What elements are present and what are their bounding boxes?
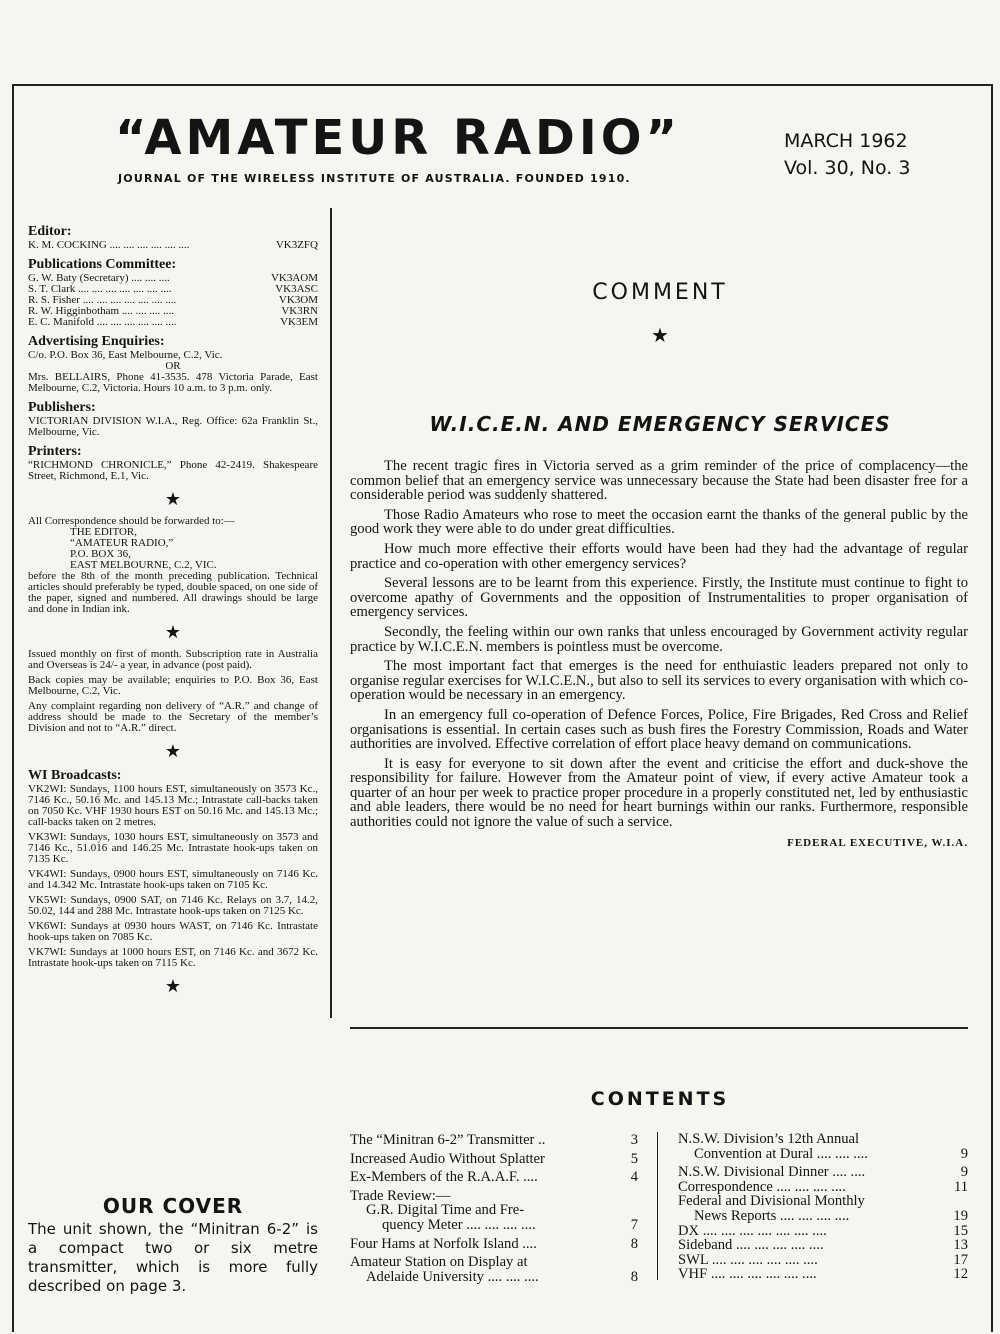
comment-star: ★ xyxy=(651,323,669,347)
committee-member xyxy=(28,295,318,306)
editor-row xyxy=(28,240,318,251)
masthead-sidebar xyxy=(28,218,318,1003)
advertising-line2: Mrs. BELLAIRS, Phone 41-3535. 478 Victoria Parade, East Melbourne, C.2, Victoria. Hours 10 a.m. to 3 p.m. only. xyxy=(28,371,318,394)
toc-title: Four Hams at Norfolk Island .... xyxy=(350,1235,537,1252)
editorial-signature: FEDERAL EXECUTIVE, W.I.A. xyxy=(787,836,968,849)
back-copies-info: Back copies may be available; enquiries to P.O. Box 36, East Melbourne, C.2, Vic. xyxy=(28,674,318,697)
toc-title-lead: Federal and Divisional Monthly xyxy=(678,1193,865,1210)
member-call: VK3AOM xyxy=(270,272,318,284)
toc-title: The “Minitran 6-2” Transmitter .. xyxy=(350,1132,546,1148)
editorial-paragraph: Secondly, the feeling within our own ranks that unless encouraged by Government activity regular practice by W.I.C.E.N. members is pointless must be overcome. xyxy=(350,623,968,655)
advertising-heading: Advertising Enquiries: xyxy=(28,334,165,349)
toc-page: 8 xyxy=(630,1235,638,1252)
correspondence-tail: before the 8th of the month preceding publication. Technical articles should preferably be typed, double spaced, on one side of the paper, signed and numbered. All drawings should be large and done in Indian ink. xyxy=(28,570,318,615)
column-divider xyxy=(330,208,332,1018)
toc-title: quency Meter .... .... .... .... xyxy=(382,1216,536,1233)
editorial-paragraph: It is easy for everyone to sit down after the event and criticise the effort and duck-shove the responsibility for failure. However from the Amateur point of view, if every active Amateur took a quarter of an hour per week to practice proper procedure in a properly constituted net, led by enthusiastic and able leaders, there would be no need for heart burnings within our ranks. Furthermore, responsible authorities could not ignore the value of such a service. xyxy=(350,755,968,831)
toc-page: 12 xyxy=(953,1266,968,1283)
star-separator: ★ xyxy=(164,976,182,996)
toc-title-lead: G.R. Digital Time and Fre- xyxy=(366,1202,525,1219)
editor-call: VK3ZFQ xyxy=(275,239,318,251)
toc-page: 8 xyxy=(630,1268,638,1285)
complaint-info: Any complaint regarding non delivery of “A.R.” and change of address should be made to the Secretary of the member’s Division and not to “A.R.” direct. xyxy=(28,700,318,734)
toc-entry[interactable] xyxy=(678,1165,968,1180)
printers-text: “RICHMOND CHRONICLE,” Phone 42-2419. Shakespeare Street, Richmond, E.1, Vic. xyxy=(28,459,318,482)
editorial-headline: W.I.C.E.N. AND EMERGENCY SERVICES xyxy=(429,412,891,436)
cover-title: OUR COVER xyxy=(102,1194,244,1218)
committee-member xyxy=(28,317,318,328)
broadcasts-heading: WI Broadcasts: xyxy=(28,768,122,783)
editorial-paragraph: In an emergency full co-operation of Defence Forces, Police, Fire Brigades, Red Cross and Relief organisations is essential. In certain cases such as bush fires the Forestry Commission, Roads and Water authorities are involved. Effective correlation of effort place heavy demand on communications. xyxy=(350,706,968,753)
toc-title: Ex-Members of the R.A.A.F. .... xyxy=(350,1169,538,1186)
toc-title: Convention at Dural .... .... .... xyxy=(694,1145,868,1162)
member-call: VK3RN xyxy=(281,305,318,317)
toc-title-lead: N.S.W. Division’s 12th Annual xyxy=(678,1131,860,1147)
member-name: R. S. Fisher .... .... .... .... .... .... .... xyxy=(28,295,177,306)
toc-entry[interactable] xyxy=(350,1170,638,1185)
toc-title-lead: Amateur Station on Display at xyxy=(350,1254,528,1271)
toc-group-label: Trade Review:— xyxy=(350,1187,451,1204)
toc-entry[interactable] xyxy=(350,1237,638,1252)
contents-divider xyxy=(657,1132,658,1280)
toc-entry[interactable] xyxy=(678,1209,968,1224)
toc-title: Increased Audio Without Splatter xyxy=(350,1150,545,1167)
correspondence-address-line: EAST MELBOURNE, C.2, VIC. xyxy=(70,559,217,571)
toc-page: 19 xyxy=(953,1207,968,1224)
advertising-or: OR xyxy=(165,360,181,372)
toc-entry[interactable] xyxy=(350,1133,638,1148)
broadcast-entry: VK2WI: Sundays, 1100 hours EST, simultaneously on 3573 Kc., 7146 Kc., 50.16 Mc. and 145.13 Mc.; Intrastate call-backs taken on 7050 Kc. VHF 1930 hours EST on 50.16 Mc. and 145.13 Mc.; call-backs taken on 2 metres. xyxy=(28,783,318,828)
editorial-paragraph: The recent tragic fires in Victoria served as a grim reminder of the price of complacency—the common belief that an emergency service was unnecessary because the State had been disaster free for a considerable period was suddenly shattered. xyxy=(350,458,968,504)
toc-title: Sideband .... .... .... .... .... xyxy=(678,1237,824,1254)
toc-page: 11 xyxy=(953,1178,968,1195)
toc-page: 9 xyxy=(960,1164,968,1181)
toc-title: N.S.W. Divisional Dinner .... .... xyxy=(678,1164,866,1181)
toc-title: Adelaide University .... .... .... xyxy=(366,1268,539,1285)
toc-entry[interactable] xyxy=(678,1180,968,1195)
toc-entry[interactable] xyxy=(678,1253,968,1268)
toc-entry[interactable] xyxy=(678,1267,968,1282)
star-separator: ★ xyxy=(164,741,182,761)
committee-heading: Publications Committee: xyxy=(28,257,177,272)
correspondence-address-line: “AMATEUR RADIO,” xyxy=(70,537,174,549)
editorial-paragraph: Those Radio Amateurs who rose to meet the occasion earnt the thanks of the general public by the good work they were able to do under great difficulties. xyxy=(350,506,968,538)
toc-page: 7 xyxy=(630,1216,638,1233)
toc-entry[interactable] xyxy=(678,1147,968,1162)
issue-volume: Vol. 30, No. 3 xyxy=(784,157,911,179)
member-name: S. T. Clark .... .... .... .... .... .... .... xyxy=(28,284,172,295)
correspondence-address-line: THE EDITOR, xyxy=(70,526,138,538)
toc-entry[interactable] xyxy=(678,1238,968,1253)
toc-title: Correspondence .... .... .... .... xyxy=(678,1178,846,1195)
contents-left-column xyxy=(350,1133,638,1288)
publishers-text: VICTORIAN DIVISION W.I.A., Reg. Office: 62a Franklin St., Melbourne, Vic. xyxy=(28,415,318,438)
advertising-line1: C/o. P.O. Box 36, East Melbourne, C.2, Vic. xyxy=(28,349,223,361)
contents-right-column xyxy=(678,1132,968,1282)
correspondence-intro: All Correspondence should be forwarded to:— xyxy=(28,515,235,527)
member-name: E. C. Manifold .... .... .... .... .... .... xyxy=(28,317,177,328)
issue-date: MARCH 1962 xyxy=(784,130,908,152)
broadcast-entry: VK7WI: Sundays at 1000 hours EST, on 7146 Kc. and 3672 Kc. Intrastate hook-ups taken on 7115 Kc. xyxy=(28,946,318,969)
broadcast-entry: VK3WI: Sundays, 1030 hours EST, simultaneously on 3573 and 7146 Kc., 51.016 and 146.25 Mc. Intrastate hook-ups taken on 7135 Kc. xyxy=(28,831,318,865)
subscription-info: Issued monthly on first of month. Subscription rate in Australia and Overseas is 24/- a year, in advance (post paid). xyxy=(28,648,318,671)
editor-heading: Editor: xyxy=(28,224,72,239)
comment-title: COMMENT xyxy=(592,280,728,305)
toc-title: SWL .... .... .... .... .... .... xyxy=(678,1251,818,1268)
toc-title: VHF .... .... .... .... .... .... xyxy=(678,1266,817,1283)
broadcast-entry: VK5WI: Sundays, 0900 SAT, on 7146 Kc. Relays on 3.7, 14.2, 50.02, 144 and 288 Mc. Intrastate hook-ups taken on 7125 Kc. xyxy=(28,894,318,917)
member-name: R. W. Higginbotham .... .... .... .... xyxy=(28,306,175,317)
committee-member xyxy=(28,284,318,295)
toc-page: 17 xyxy=(953,1251,968,1268)
member-call: VK3EM xyxy=(280,316,318,328)
editorial-body xyxy=(350,459,968,855)
star-separator: ★ xyxy=(164,622,182,642)
toc-entry[interactable] xyxy=(350,1218,638,1233)
issue-info xyxy=(784,128,910,182)
toc-page: 15 xyxy=(953,1222,968,1239)
toc-entry[interactable] xyxy=(350,1270,638,1285)
member-call: VK3OM xyxy=(278,294,318,306)
cover-text: The unit shown, the “Minitran 6-2” is a compact two or six metre transmitter, which is more fully described on page 3. xyxy=(28,1220,318,1295)
toc-page: 9 xyxy=(960,1145,968,1162)
editor-name: K. M. COCKING .... .... .... .... .... .... xyxy=(28,240,190,251)
toc-page: 4 xyxy=(630,1169,638,1186)
toc-page: 5 xyxy=(630,1150,638,1167)
section-rule xyxy=(350,1027,968,1029)
toc-title: DX .... .... .... .... .... .... .... xyxy=(678,1222,827,1239)
committee-member xyxy=(28,306,318,317)
member-name: G. W. Baty (Secretary) .... .... .... xyxy=(28,273,170,284)
toc-entry[interactable] xyxy=(678,1224,968,1239)
toc-title: News Reports .... .... .... .... xyxy=(694,1207,850,1224)
toc-page: 13 xyxy=(953,1237,968,1254)
broadcast-entry: VK6WI: Sundays at 0930 hours WAST, on 7146 Kc. Intrastate hook-ups taken on 7085 Kc. xyxy=(28,920,318,943)
broadcast-entry: VK4WI: Sundays, 0900 hours EST, simultaneously on 7146 Kc. and 14.342 Mc. Intrastate hook-ups taken on 7105 Kc. xyxy=(28,868,318,891)
toc-entry[interactable] xyxy=(350,1152,638,1167)
editorial-paragraph: Several lessons are to be learnt from this experience. Firstly, the Institute must continue to fight to overcome apathy of Governments and the opposition of Instrumentalities to proper organisation of emergency services. xyxy=(350,575,968,621)
masthead-tagline: JOURNAL OF THE WIRELESS INSTITUTE OF AUSTRALIA. FOUNDED 1910. xyxy=(118,172,631,185)
contents-title: CONTENTS xyxy=(590,1088,730,1110)
masthead-title: “AMATEUR RADIO” xyxy=(115,110,682,166)
member-call: VK3ASC xyxy=(275,283,318,295)
printers-heading: Printers: xyxy=(28,444,82,459)
star-separator: ★ xyxy=(164,489,182,509)
publishers-heading: Publishers: xyxy=(28,400,96,415)
editorial-paragraph: How much more effective their efforts would have been had they had the advantage of regular practice and co-operation with other emergency services? xyxy=(350,540,968,572)
editorial-paragraph: The most important fact that emerges is the need for enthuiastic leaders prepared not only to organise regular exercises for W.I.C.E.N., but also to sell its services to every organisation with which co-operation would be necessary in an emergency. xyxy=(350,658,968,704)
correspondence-address-line: P.O. BOX 36, xyxy=(70,548,131,560)
toc-page: 3 xyxy=(630,1132,638,1148)
